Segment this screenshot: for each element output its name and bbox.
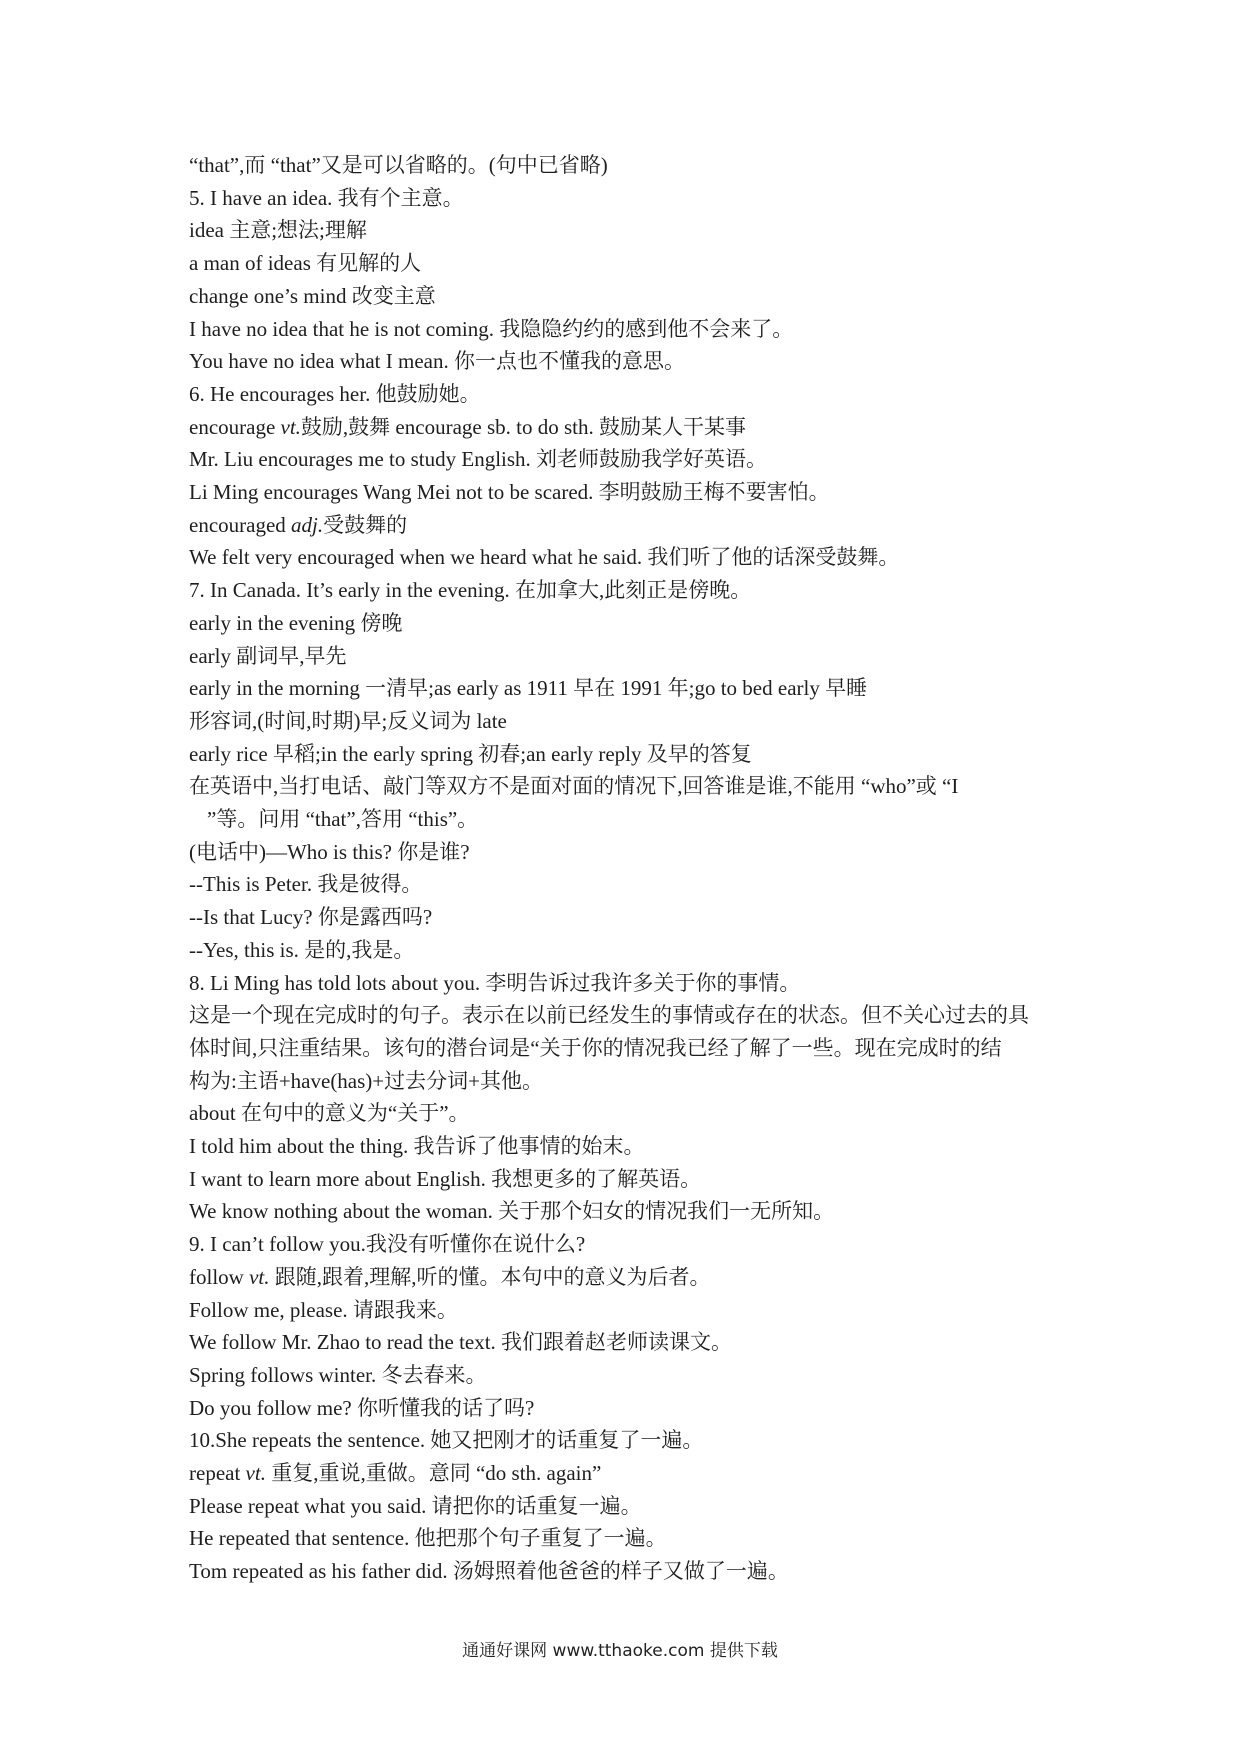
line-text: 构为:主语+have(has)+过去分词+其他。 <box>189 1068 543 1093</box>
line-text: We follow Mr. Zhao to read the text. 我们跟着赵老师读课文。 <box>189 1330 733 1355</box>
text-line <box>189 1131 1069 1161</box>
line-text: 8. Li Ming has told lots about you. 李明告诉过我许多关于你的事情。 <box>189 970 801 995</box>
part-of-speech: vt. <box>280 414 301 439</box>
line-text: Do you follow me? 你听懂我的话了吗? <box>189 1395 535 1420</box>
line-text: 5. I have an idea. 我有个主意。 <box>189 185 464 210</box>
text-line <box>189 575 1069 605</box>
line-text: 7. In Canada. It’s early in the evening. 在加拿大,此刻正是傍晚。 <box>189 578 752 603</box>
text-line <box>189 1262 1069 1292</box>
line-text: I have no idea that he is not coming. 我隐隐约约的感到他不会来了。 <box>189 316 794 341</box>
text-line <box>189 739 1069 769</box>
text-line <box>189 1458 1069 1488</box>
line-text-before: repeat <box>189 1461 246 1485</box>
line-text: I want to learn more about English. 我想更多的了解英语。 <box>189 1166 702 1191</box>
text-line <box>189 837 1069 867</box>
line-text: about 在句中的意义为“关于”。 <box>189 1101 470 1126</box>
text-line <box>189 1000 1069 1030</box>
line-text: Mr. Liu encourages me to study English. 刘老师鼓励我学好英语。 <box>189 447 768 472</box>
text-line <box>189 1360 1069 1390</box>
text-line <box>189 314 1069 344</box>
line-text: 9. I can’t follow you.我没有听懂你在说什么? <box>189 1232 586 1257</box>
line-text: 10.She repeats the sentence. 她又把刚才的话重复了一遍。 <box>189 1428 704 1453</box>
line-text: early in the evening 傍晚 <box>189 610 403 635</box>
text-line <box>189 379 1069 409</box>
line-text: 形容词,(时间,时期)早;反义词为 late <box>189 708 507 733</box>
text-line <box>189 935 1069 965</box>
line-text: Follow me, please. 请跟我来。 <box>189 1297 458 1322</box>
line-text: 体时间,只注重结果。该句的潜台词是“关于你的情况我已经了解了一些。现在完成时的结 <box>189 1035 1002 1060</box>
line-text: early in the morning 一清早;as early as 1911 早在 1991 年;go to bed early 早睡 <box>189 676 868 701</box>
line-text-before: encourage <box>189 414 281 439</box>
text-line <box>189 1196 1069 1226</box>
line-text: Please repeat what you said. 请把你的话重复一遍。 <box>189 1493 642 1518</box>
text-line <box>189 444 1069 474</box>
line-text: Spring follows winter. 冬去春来。 <box>189 1362 487 1387</box>
text-line <box>189 1523 1069 1553</box>
line-text: Li Ming encourages Wang Mei not to be scared. 李明鼓励王梅不要害怕。 <box>189 480 830 504</box>
text-line <box>189 510 1069 540</box>
line-text: 在英语中,当打电话、敲门等双方不是面对面的情况下,回答谁是谁,不能用 “who”或 “I <box>189 774 959 799</box>
line-text: I told him about the thing. 我告诉了他事情的始末。 <box>189 1134 645 1158</box>
part-of-speech: vt. <box>249 1264 270 1289</box>
text-line <box>189 771 1069 801</box>
text-line <box>189 1556 1069 1586</box>
text-line <box>189 248 1069 278</box>
line-text: Tom repeated as his father did. 汤姆照着他爸爸的样子又做了一遍。 <box>189 1559 789 1584</box>
text-line <box>189 1229 1069 1259</box>
line-text: “that”,而 “that”又是可以省略的。(句中已省略) <box>189 153 608 177</box>
text-line <box>189 869 1069 899</box>
text-line <box>207 804 1087 834</box>
text-line <box>189 1393 1069 1423</box>
line-text: We know nothing about the woman. 关于那个妇女的情况我们一无所知。 <box>189 1199 835 1224</box>
line-text: --Is that Lucy? 你是露西吗? <box>189 905 433 930</box>
part-of-speech: adj. <box>291 512 324 537</box>
line-text: early 副词早,早先 <box>189 643 347 668</box>
text-line <box>189 1425 1069 1455</box>
line-text: You have no idea what I mean. 你一点也不懂我的意思。 <box>189 349 685 374</box>
text-line <box>189 477 1069 507</box>
line-text-before: follow <box>189 1264 250 1289</box>
line-text: ”等。问用 “that”,答用 “this”。 <box>207 807 479 831</box>
line-text: --Yes, this is. 是的,我是。 <box>189 937 415 962</box>
text-line <box>189 1098 1069 1128</box>
line-text: We felt very encouraged when we heard what he said. 我们听了他的话深受鼓舞。 <box>189 545 900 570</box>
text-line <box>189 1491 1069 1521</box>
text-line <box>189 215 1069 245</box>
part-of-speech: vt. <box>245 1461 266 1485</box>
line-text: a man of ideas 有见解的人 <box>189 251 422 276</box>
text-line <box>189 641 1069 671</box>
text-line <box>189 281 1069 311</box>
text-line <box>189 346 1069 376</box>
page-footer: 通通好课网 www.tthaoke.com 提供下载 <box>462 1641 778 1661</box>
line-text-after: 跟随,跟着,理解,听的懂。本句中的意义为后者。 <box>269 1264 711 1289</box>
line-text-after: 重复,重说,重做。意同 “do sth. again” <box>265 1461 602 1485</box>
line-text-after: 受鼓舞的 <box>323 512 408 537</box>
line-text: early rice 早稻;in the early spring 初春;an early reply 及早的答复 <box>189 741 752 766</box>
text-line <box>189 1033 1069 1063</box>
text-line <box>189 902 1069 932</box>
line-text: 6. He encourages her. 他鼓励她。 <box>189 381 481 406</box>
text-line <box>189 1164 1069 1194</box>
line-text-after: 鼓励,鼓舞 encourage sb. to do sth. 鼓励某人干某事 <box>300 414 746 439</box>
line-text: (电话中)—Who is this? 你是谁? <box>189 839 470 864</box>
line-text: 这是一个现在完成时的句子。表示在以前已经发生的事情或存在的状态。但不关心过去的具 <box>189 1003 1029 1028</box>
text-line <box>189 150 1069 180</box>
line-text: --This is Peter. 我是彼得。 <box>189 872 423 897</box>
text-line <box>189 1066 1069 1096</box>
line-text-before: encouraged <box>189 512 292 537</box>
text-line <box>189 608 1069 638</box>
text-line <box>189 542 1069 572</box>
text-line <box>189 412 1069 442</box>
text-line <box>189 1327 1069 1357</box>
line-text: change one’s mind 改变主意 <box>189 283 436 308</box>
text-line <box>189 673 1069 703</box>
line-text: idea 主意;想法;理解 <box>189 218 367 243</box>
line-text: He repeated that sentence. 他把那个句子重复了一遍。 <box>189 1526 667 1551</box>
text-line <box>189 968 1069 998</box>
text-line <box>189 706 1069 736</box>
text-line <box>189 183 1069 213</box>
text-line <box>189 1295 1069 1325</box>
